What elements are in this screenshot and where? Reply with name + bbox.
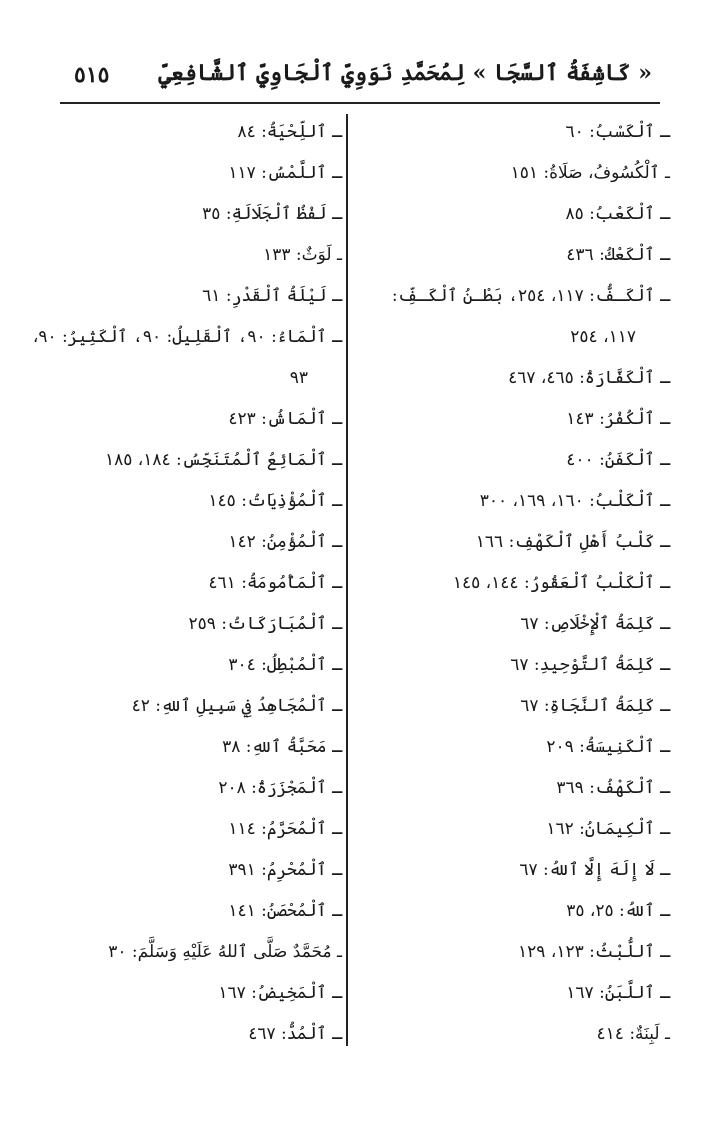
page-header (60, 52, 660, 104)
index-entry: ـ ٱلْمُؤْمِنُ: ١٤٢ (228, 532, 342, 552)
index-entry: ـ ٱلْمَجْزَرَةُ: ٢٠٨ (218, 778, 342, 798)
index-entry: ـ ٱللِّحْيَةُ: ٨٤ (237, 122, 342, 142)
index-entry: ـ ٱلْكَنِيسَةُ: ٢٠٩ (546, 737, 670, 757)
index-entry: ـ لَفْظُ ٱلْجَلَالَةِ: ٣٥ (202, 204, 342, 224)
index-entry: ـ ٱلْكِيمَانُ: ١٦٢ (546, 819, 670, 839)
index-entry: ـ ٱلْكَعْكُ: ٤٣٦ (566, 245, 670, 265)
index-entry: ـ ٱللَّمْسُ: ١١٧ (228, 163, 342, 183)
index-entry: ـ لَبِنَةٌ: ٤١٤ (596, 1024, 670, 1044)
index-entry: ـ ٱلْمُبَارَكَاتُ: ٢٥٩ (188, 614, 342, 634)
index-entry: ـ ٱلْمُؤْذِيَاتُ: ١٤٥ (208, 491, 342, 511)
index-entry: ـ ٱلْمَائِعُ ٱلْمُتَنَجِّسُ: ١٨٤، ١٨٥ (104, 450, 342, 470)
index-entry: ـ كَلِمَةُ ٱلتَّوْحِيدِ: ٦٧ (510, 655, 670, 675)
index-column-left (32, 112, 342, 1055)
index-entry: ـ لَيْلَةُ ٱلْقَدْرِ: ٦١ (202, 286, 342, 306)
index-entry: ـ ٱلْكَـفُّ: ١١٧، ٢٥٤، بَطْـنُ ٱلْكَـفِّ: (391, 286, 670, 306)
index-entry: ـ لَا إِلَهَ إِلَّا ٱللهُ: ٦٧ (519, 860, 670, 880)
index-entry: ـ ٱللهُ: ٢٥، ٣٥ (566, 901, 670, 921)
index-column-right (370, 112, 670, 1055)
index-entry: ـ ٱلْمُحْرِمُ: ٣٩١ (228, 860, 342, 880)
index-entry: ـ ٱلْكَلْبُ: ١٦٠، ١٦٩، ٣٠٠ (479, 491, 670, 511)
index-entry: ـ ٱلْمَأْمُومَةُ: ٤٦١ (208, 573, 342, 593)
index-entry: ـ مُحَمَّدٌ صَلَّى ٱللهُ عَلَيْهِ وَسَلَّمَ: ٣٠ (108, 942, 342, 962)
page-number: ٥١٥ (74, 62, 110, 88)
index-entry: ـ ٱلْكَلْبُ ٱلْعَقُورُ: ١٤٤، ١٤٥ (452, 573, 670, 593)
index-entry: ـ ٱللَّبَنُ: ١٦٧ (566, 983, 670, 1003)
index-entry: ـ ٱلْمَاشُ: ٤٢٣ (228, 409, 342, 429)
index-entry: ـ ٱلْكُسُوفُ، صَلَاةُ: ١٥١ (510, 163, 670, 183)
index-entry: ـ ٱلْكُفْرُ: ١٤٣ (566, 409, 670, 429)
index-entry: ـ كَلِمَةُ ٱلْإِخْلَاصِ: ٦٧ (520, 614, 670, 634)
column-divider (346, 114, 348, 1046)
index-entry: ـ ٱلْكَفَنُ: ٤٠٠ (566, 450, 670, 470)
index-entry-continuation: ١١٧، ٢٥٤ (570, 327, 636, 347)
index-entry: ـ ٱلْمُدُّ: ٤٦٧ (248, 1024, 342, 1044)
index-entry: ـ ٱلْمُبْطِلُ: ٣٠٤ (228, 655, 342, 675)
index-entry: ـ ٱلْكَسْبُ: ٦٠ (565, 122, 670, 142)
index-entry: ـ ٱلْكَعْبُ: ٨٥ (565, 204, 670, 224)
index-entry: ـ ٱلْمُحْصَنُ: ١٤١ (228, 901, 342, 921)
index-entry: ـ ٱلْكَهْفُ: ٣٦٩ (556, 778, 670, 798)
index-entry: ـ ٱللُّبْثُ: ١٢٣، ١٢٩ (518, 942, 670, 962)
index-entry: ـ ٱلْكَفَّارَةُ: ٤٦٥، ٤٦٧ (508, 368, 670, 388)
index-entry: ـ مَحَبَّةُ ٱللهِ: ٣٨ (222, 737, 342, 757)
index-entry: ـ لَوَثٌ: ١٣٣ (263, 245, 342, 265)
index-entry: ـ ٱلْمَاءُ: ٩٠، ٱلْقَلِيلُ: ٩٠، ٱلْكَثِيرُ: ٩٠، (32, 327, 342, 347)
index-entry: ـ ٱلْمَخِيضُ: ١٦٧ (218, 983, 342, 1003)
index-entry: ـ ٱلْمُجَاهِدُ فِي سَبِيلِ ٱللهِ: ٤٢ (131, 696, 342, 716)
index-entry: ـ ٱلْمُحَرَّمُ: ١١٤ (228, 819, 342, 839)
book-title: « كَاشِفَةُ ٱلسَّجَا » لِمُحَمَّدِ نَوَوِيِّ ٱلْجَاوِيِّ ٱلشَّافِعِيِّ (158, 60, 652, 86)
index-entry: ـ كَلْبُ أَهْلِ ٱلْكَهْفِ: ١٦٦ (475, 532, 670, 552)
index-entry-continuation: ٩٣ (289, 368, 308, 388)
index-entry: ـ كَلِمَةُ ٱلنَّجَاةِ: ٦٧ (520, 696, 670, 716)
